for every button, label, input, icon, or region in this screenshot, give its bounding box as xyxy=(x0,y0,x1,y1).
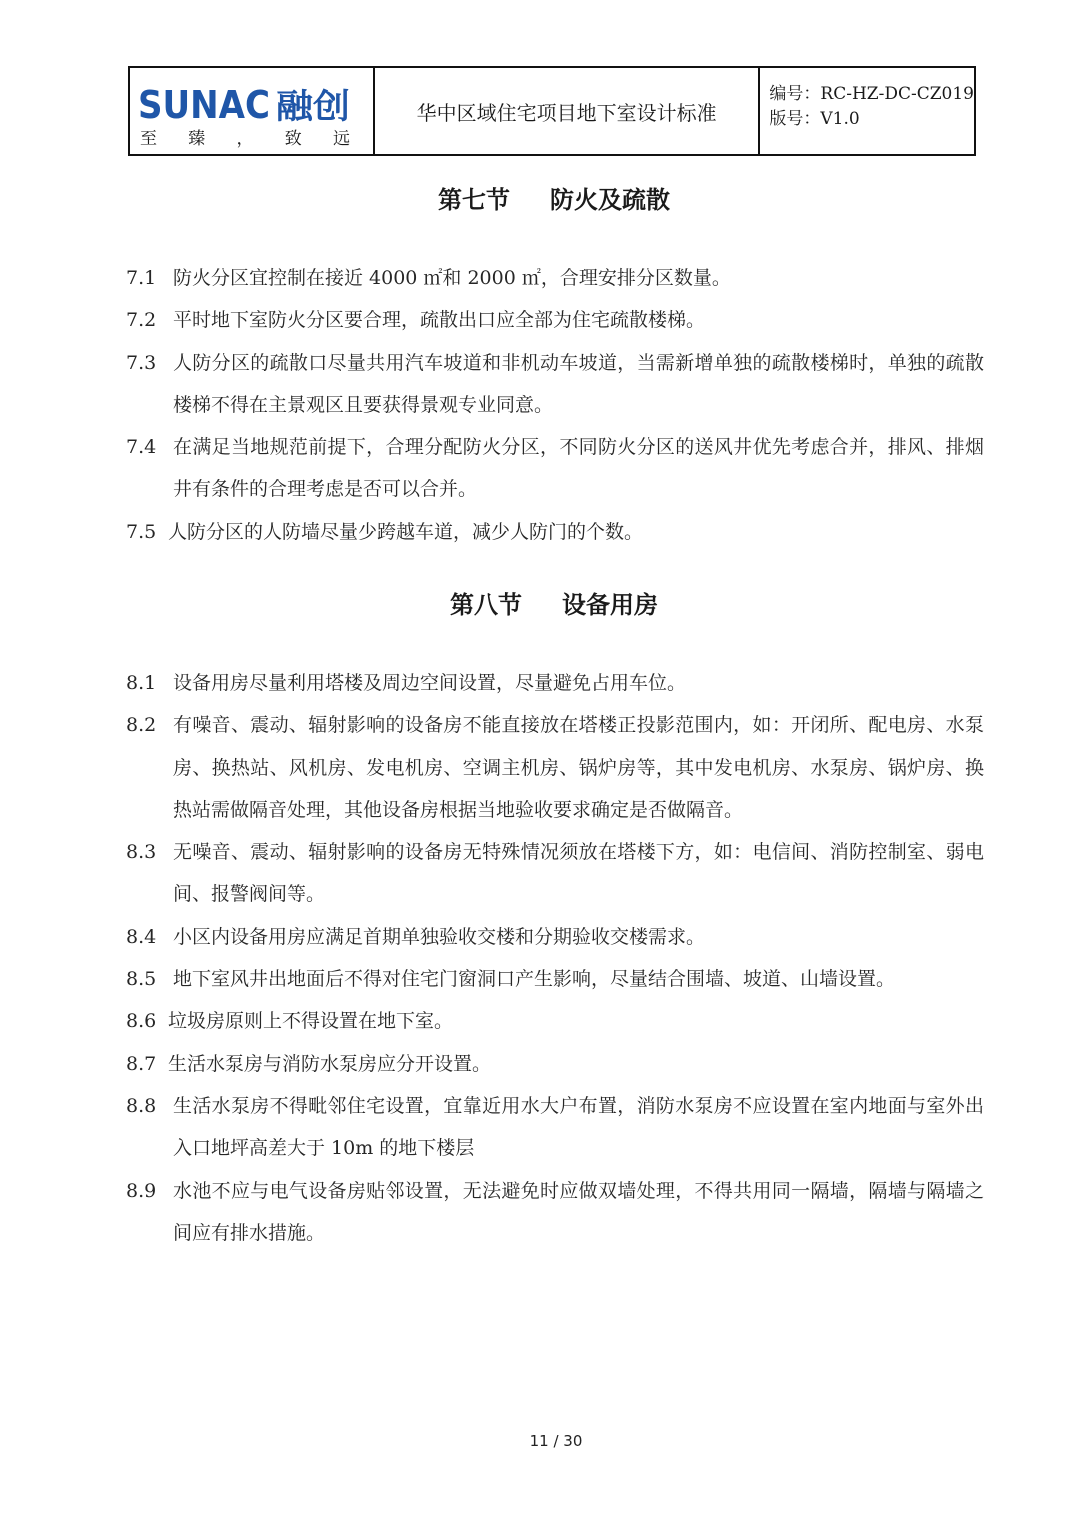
section-8-items xyxy=(126,662,984,1254)
item-text: 水池不应与电气设备房贴邻设置，无法避免时应做双墙处理，不得共用同一隔墙，隔墙与隔墙之间应有排水措施。 xyxy=(173,1179,984,1244)
document-title: 华中区域住宅项目地下室设计标准 xyxy=(375,68,761,154)
item-number: 8.7 xyxy=(126,1052,157,1075)
item-text: 人防分区的疏散口尽量共用汽车坡道和非机动车坡道，当需新增单独的疏散楼梯时，单独的疏散楼梯不得在主景观区且要获得景观专业同意。 xyxy=(173,351,984,416)
item-text: 有噪音、震动、辐射影响的设备房不能直接放在塔楼正投影范围内，如：开闭所、配电房、水泵房、换热站、风机房、发电机房、空调主机房、锅炉房等，其中发电机房、水泵房、锅炉房、换热站需做隔音处理，其他设备房根据当地验收要求确定是否做隔音。 xyxy=(173,714,984,821)
logo-cell xyxy=(130,68,375,154)
document-meta xyxy=(760,68,974,154)
tagline-char: ， xyxy=(236,129,254,149)
item-number: 7.5 xyxy=(126,520,157,543)
list-item xyxy=(126,257,984,299)
item-text: 防火分区宜控制在接近 4000 ㎡和 2000 ㎡，合理安排分区数量。 xyxy=(173,267,731,289)
section-7-items xyxy=(126,257,984,553)
item-number: 8.6 xyxy=(126,1010,157,1033)
list-item xyxy=(126,426,984,511)
tagline-char: 致 xyxy=(284,129,302,149)
list-item xyxy=(126,1043,984,1085)
item-number: 7.4 xyxy=(126,436,157,459)
list-item xyxy=(126,1170,984,1255)
list-item xyxy=(126,299,984,341)
item-text: 平时地下室防火分区要合理，疏散出口应全部为住宅疏散楼梯。 xyxy=(173,309,706,332)
item-number: 8.5 xyxy=(126,968,157,991)
item-number: 7.2 xyxy=(126,309,157,332)
document-version: 版号：V1.0 xyxy=(769,109,860,129)
list-item xyxy=(126,1085,984,1170)
logo-brand-latin: SUNAC xyxy=(138,84,270,124)
list-item xyxy=(126,662,984,704)
item-text: 人防分区的人防墙尽量少跨越车道，减少人防门的个数。 xyxy=(168,520,644,543)
logo-tagline xyxy=(140,124,350,149)
list-item xyxy=(126,704,984,831)
item-number: 8.9 xyxy=(126,1179,157,1202)
section-name: 防火及疏散 xyxy=(550,186,670,214)
document-header xyxy=(128,66,976,156)
list-item xyxy=(126,916,984,958)
page-number: 11 / 30 xyxy=(529,1432,583,1450)
list-item xyxy=(126,342,984,427)
section-8-heading xyxy=(0,585,1080,620)
list-item xyxy=(126,831,984,916)
list-item xyxy=(126,1000,984,1042)
item-text: 在满足当地规范前提下，合理分配防火分区，不同防火分区的送风井优先考虑合并，排风、排烟井有条件的合理考虑是否可以合并。 xyxy=(173,436,984,501)
document-code: 编号：RC-HZ-DC-CZ019 xyxy=(769,84,974,104)
item-text: 小区内设备用房应满足首期单独验收交楼和分期验收交楼需求。 xyxy=(173,925,706,948)
section-number: 第八节 xyxy=(450,591,522,619)
list-item xyxy=(126,958,984,1000)
item-number: 8.3 xyxy=(126,841,157,864)
tagline-char: 臻 xyxy=(188,129,206,149)
sunac-logo xyxy=(138,84,370,124)
item-number: 7.3 xyxy=(126,351,157,374)
item-number: 8.2 xyxy=(126,714,157,737)
item-number: 8.1 xyxy=(126,672,157,694)
section-number: 第七节 xyxy=(438,186,510,214)
item-text: 生活水泵房与消防水泵房应分开设置。 xyxy=(168,1052,492,1075)
logo-brand-cn: 融创 xyxy=(276,87,350,124)
list-item xyxy=(126,511,984,553)
item-text: 无噪音、震动、辐射影响的设备房无特殊情况须放在塔楼下方，如：电信间、消防控制室、弱电间、报警阀间等。 xyxy=(173,841,984,906)
item-number: 7.1 xyxy=(126,267,157,289)
section-7-heading xyxy=(0,180,1080,215)
item-text: 设备用房尽量利用塔楼及周边空间设置，尽量避免占用车位。 xyxy=(173,672,687,694)
item-text: 生活水泵房不得毗邻住宅设置，宜靠近用水大户布置，消防水泵房不应设置在室内地面与室外出入口地坪高差大于 10m 的地下楼层 xyxy=(173,1094,984,1160)
item-number: 8.4 xyxy=(126,925,157,948)
section-name: 设备用房 xyxy=(562,591,658,619)
item-text: 地下室风井出地面后不得对住宅门窗洞口产生影响，尽量结合围墙、坡道、山墙设置。 xyxy=(173,968,896,991)
tagline-char: 远 xyxy=(333,129,350,149)
item-number: 8.8 xyxy=(126,1094,157,1117)
item-text: 垃圾房原则上不得设置在地下室。 xyxy=(168,1010,454,1033)
tagline-char: 至 xyxy=(140,129,157,149)
